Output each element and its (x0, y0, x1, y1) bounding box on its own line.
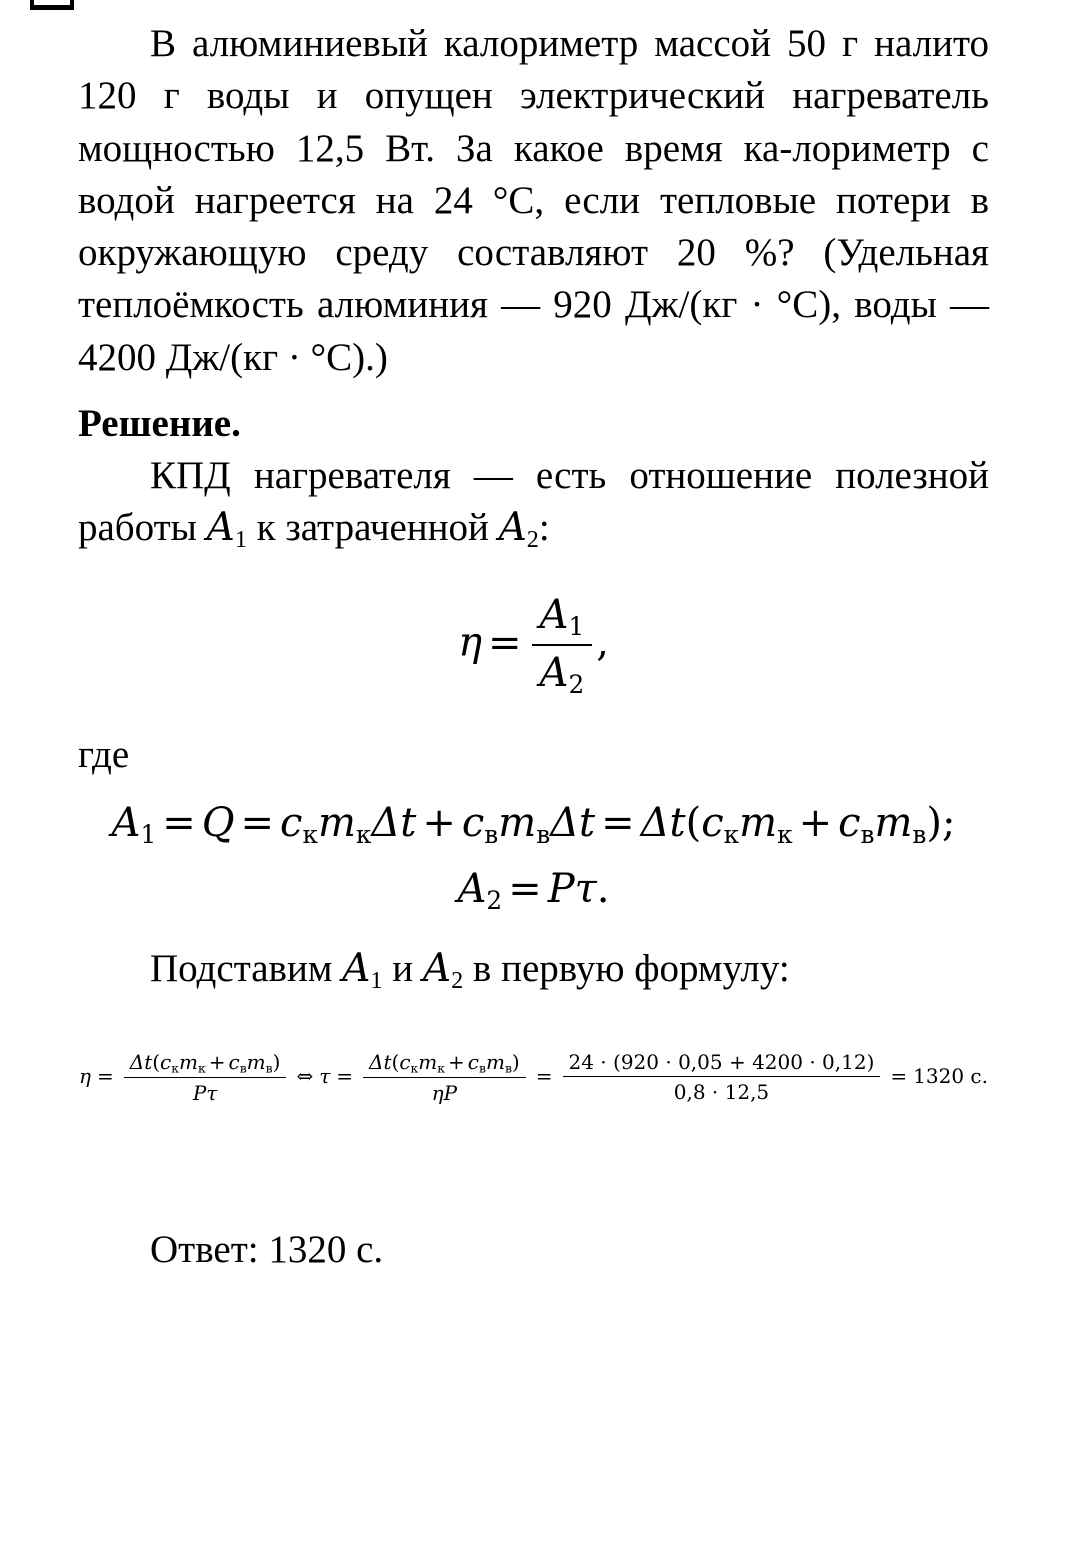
a2-tau: τ (574, 866, 597, 913)
efficiency-sentence-part2: к затраченной (246, 506, 499, 550)
final-f2-m2-sub: в (504, 1060, 512, 1076)
substitute-A2: A (422, 946, 452, 992)
final-f2-m1-sub: к (437, 1060, 446, 1076)
page-corner-mark (30, 0, 74, 10)
final-f1-m1: m (179, 1049, 198, 1074)
a1-close-paren: ) (926, 799, 942, 846)
final-f2-c1-sub: к (410, 1060, 419, 1076)
a1-m1-sub: к (355, 819, 372, 849)
final-f2-eta: η (431, 1081, 444, 1106)
a2-A-sub: 2 (486, 886, 503, 916)
final-f1-c1-sub: к (171, 1060, 179, 1076)
substitute-A2-sub: 2 (451, 967, 464, 995)
final-eq2: = (336, 1063, 354, 1088)
eta-den-A: A (539, 650, 569, 697)
a1-c3-sub: к (723, 819, 740, 849)
final-result-value: 1320 (913, 1063, 965, 1088)
final-f2-m2: m (485, 1049, 505, 1074)
a1-eq3: = (601, 799, 635, 846)
a1-c4-sub: в (860, 819, 875, 849)
a1-m3-sub: к (777, 819, 793, 849)
final-eta: η (79, 1063, 91, 1088)
eta-equals: = (488, 619, 522, 666)
final-f2-open: ( (391, 1049, 400, 1074)
a2-A: A (457, 866, 487, 913)
solution-heading: Решение. (78, 401, 241, 445)
final-frac3-num: 24 · (920 · 0,05 + 4200 · 0,12) (563, 1050, 881, 1077)
final-f2-P: P (443, 1081, 458, 1106)
a1-m4: m (874, 799, 913, 846)
formula-efficiency-definition (78, 592, 989, 699)
eta-fraction-denominator (532, 646, 593, 699)
a1-plus1: + (422, 799, 456, 846)
a1-m1: m (317, 799, 356, 846)
a2-eq: = (508, 866, 542, 913)
a1-open-paren: ( (685, 799, 702, 846)
a1-A: A (111, 799, 141, 846)
substitute-and: и (382, 947, 423, 991)
efficiency-sentence-colon: : (538, 506, 550, 550)
final-f2-c2-sub: в (478, 1060, 486, 1076)
formula-a2 (78, 866, 989, 915)
eta-comma: , (596, 619, 609, 666)
final-frac2-den (363, 1078, 526, 1105)
final-f2-c2: c (467, 1049, 479, 1074)
symbol-A2: A (498, 505, 527, 551)
final-f1-c2-sub: в (239, 1060, 247, 1076)
answer-line: Ответ: 1320 с. (150, 1228, 384, 1272)
symbol-A2-sub: 2 (526, 526, 539, 554)
final-f1-dt: Δt (129, 1049, 153, 1074)
efficiency-sentence-part1: КПД нагревателя — есть отношение полезной работы (78, 454, 989, 550)
final-frac2-num (363, 1050, 526, 1078)
final-frac1-den (124, 1078, 287, 1105)
where-label: где (78, 733, 130, 777)
eta-den-sub: 2 (568, 670, 585, 700)
formula-eta-line (458, 592, 609, 699)
final-f1-tau: τ (206, 1081, 218, 1106)
final-f1-plus: + (208, 1049, 226, 1074)
final-eq1: = (96, 1063, 114, 1088)
a1-m2-sub: в (536, 819, 551, 849)
substitute-part1: Подставим (150, 947, 343, 991)
problem-statement: В алюминиевый калориметр массой 50 г налито 120 г воды и опущен электрический нагреватель мощностью 12,5 Вт. За какое время ка-лориметр с водой нагреется на 24 °C, если тепловые потери в окружающую среду составляют 20 %? (Удельная теплоёмкость алюминия — 920 Дж/(кг · °C), воды — 4200 Дж/(кг · °C).) (78, 22, 989, 379)
final-f2-plus: + (448, 1049, 465, 1074)
final-f1-m1-sub: к (197, 1060, 206, 1076)
final-f2-dt: Δt (369, 1049, 392, 1074)
final-f1-m2: m (246, 1049, 266, 1074)
a1-eq1: = (162, 799, 196, 846)
eta-symbol: η (458, 619, 483, 666)
final-f1-close: ) (272, 1049, 281, 1074)
substitute-part2: в первую формулу: (463, 947, 790, 991)
final-tau: τ (319, 1063, 331, 1088)
substitute-A1-sub: 1 (370, 967, 383, 995)
final-f1-c2: c (228, 1049, 240, 1074)
formula-a1 (78, 800, 989, 849)
a2-P: P (547, 866, 575, 913)
a1-m4-sub: в (912, 819, 927, 849)
final-eq3: = (535, 1063, 553, 1088)
final-result-unit: с. (970, 1063, 988, 1088)
eta-num-A: A (539, 592, 569, 639)
formula-a1-line (112, 800, 956, 849)
a1-semicolon: ; (941, 799, 956, 846)
a1-c1: c (280, 799, 303, 846)
spacer (78, 929, 989, 943)
final-f2-m1: m (418, 1049, 438, 1074)
symbol-A1-sub: 1 (234, 526, 247, 554)
efficiency-definition-sentence (78, 450, 989, 556)
a1-c2-sub: в (484, 819, 499, 849)
a1-dt3: Δt (640, 799, 686, 846)
final-frac3-den: 0,8 · 12,5 (673, 1080, 770, 1105)
final-f1-P: P (192, 1081, 207, 1106)
substitute-A1: A (342, 946, 371, 992)
a1-dt1: Δt (371, 799, 417, 846)
eta-fraction-numerator (532, 592, 593, 646)
a1-m2: m (498, 799, 537, 846)
a1-dt2: Δt (550, 799, 596, 846)
formula-final-line (79, 1050, 988, 1105)
a1-c1-sub: к (302, 819, 318, 849)
a1-c4: c (838, 799, 861, 846)
a2-dot: . (596, 866, 610, 913)
a1-c2: c (461, 799, 485, 846)
a1-eq2: = (240, 799, 275, 846)
final-fraction-2 (363, 1050, 526, 1105)
final-f1-open: ( (152, 1049, 161, 1074)
a1-Q: Q (201, 799, 235, 846)
a1-A-sub: 1 (140, 819, 157, 849)
a1-plus2: + (798, 799, 833, 846)
final-fraction-3 (563, 1050, 881, 1104)
eta-num-sub: 1 (568, 612, 585, 642)
final-frac1-num (124, 1050, 287, 1078)
formula-final-calculation (78, 1050, 989, 1105)
final-fraction-1 (124, 1050, 287, 1105)
a1-m3: m (739, 799, 778, 846)
final-eq4: = (890, 1063, 908, 1088)
a1-c3: c (701, 799, 724, 846)
final-f2-c1: c (399, 1049, 411, 1074)
final-f2-close: ) (511, 1049, 520, 1074)
formula-a2-line (458, 866, 610, 915)
substitute-sentence (78, 943, 989, 997)
final-iff: ⇔ (296, 1063, 314, 1088)
final-f1-c1: c (160, 1049, 172, 1074)
final-f1-m2-sub: в (265, 1060, 273, 1076)
symbol-A1: A (206, 505, 235, 551)
eta-fraction (532, 592, 593, 699)
